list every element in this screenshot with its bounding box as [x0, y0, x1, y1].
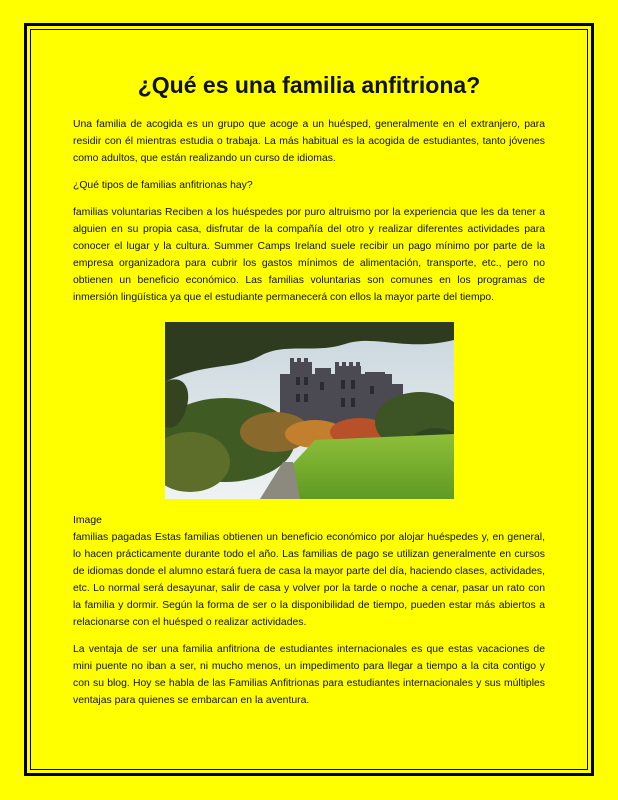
intro-paragraph: Una familia de acogida es un grupo que acoge a un huésped, generalmente en el extranjero, para residir con él mientras estudia o trabaja. La más habitual es la acogida de estudiantes, tanto jóvenes como adultos, que están realizando un curso de idiomas. [73, 119, 545, 164]
voluntarias-paragraph: familias voluntarias Reciben a los huéspedes por puro altruismo por la experiencia que les da tener a alguien en su propia casa, disfrutar de la compañía del otro y realizar diferentes actividades para conocer el lugar y la cultura. Summer Camps Ireland suele recibir un pago mínimo por parte de la empresa organizadora para cubrir los gastos mínimos de alimentación, transporte, etc., pero no obtienen un beneficio económico. Las familias voluntarias son comunes en los programas de inmersión lingüística ya que el estudiante permanecerá con ellos la mayor parte del tiempo. [73, 207, 545, 303]
ventaja-paragraph: La ventaja de ser una familia anfitriona de estudiantes internacionales es que estas vacaciones de mini puente no iban a ser, ni mucho menos, un impedimento para llegar a tiempo a la cita contigo y con su blog. Hoy se habla de las Familias Anfitrionas para estudiantes internacionales y sus múltiples ventajas para quienes se embarcan en la aventura. [73, 644, 545, 706]
document-body [73, 70, 545, 709]
pagadas-paragraph: familias pagadas Estas familias obtienen un beneficio económico por alojar huéspedes y, en general, lo hacen prácticamente durante todo el año. Las familias de pago se utilizan generalmente en cursos de idiomas donde el alumno estará fuera de casa la mayor parte del día, haciendo clases, actividades, etc. Lo normal será desayunar, salir de casa y volver por la tarde o noche a cenar, pasar un rato con la familia y dormir. Según la forma de ser o la disponibilidad de tiempo, pueden estar más abiertos a relacionarse con el huésped o realizar actividades. [73, 532, 545, 628]
castle-garden-image [165, 322, 454, 499]
image-caption: Image [73, 515, 102, 526]
page-title: ¿Qué es una familia anfitriona? [137, 72, 481, 98]
question-paragraph: ¿Qué tipos de familias anfitrionas hay? [73, 180, 253, 191]
